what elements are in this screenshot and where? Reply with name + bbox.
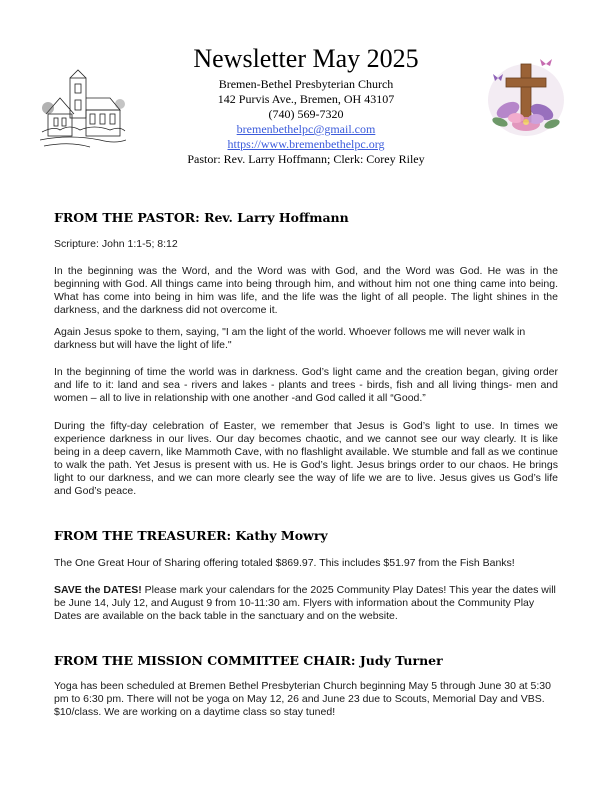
mission-paragraph-1: Yoga has been scheduled at Bremen Bethel Presbyterian Church beginning May 5 through June 30 at 5:30 pm to 6:30 pm. There will not be yoga on May 12, 26 and June 23 due to Scouts, Memorial Day and VBS. $10/class. We are working on a daytime class so stay tuned! [54, 680, 551, 718]
pastor-paragraph-4: During the fifty-day celebration of Easter, we remember that Jesus is God’s light to use. In times we experience darkness in our lives. Our day becomes chaotic, and we cannot see our way clearly. It is like being in a deep cavern, like Mammoth Cave, with no flashlight available. We stumble and fall as we continue to walk the path. Yet Jesus is present with us. He is God’s light. Jesus brings order to our chaos. He brings light to our darkness, and we can more clearly see the way of life we are to live. Jesus gives us God’s life and God’s peace. [54, 420, 558, 497]
church-email-link[interactable]: bremenbethelpc@gmail.com [236, 122, 376, 136]
save-the-dates-label: SAVE the DATES! [54, 584, 142, 596]
mission-heading: FROM THE MISSION COMMITTEE CHAIR: Judy Turner [54, 653, 443, 668]
treasurer-heading: FROM THE TREASURER: Kathy Mowry [54, 528, 328, 543]
pastor-paragraph-1: In the beginning was the Word, and the Word was with God, and the Word was God. He was in the beginning with God. All things came into being through him, and without him not one thing came into being. What has come into being in him was life, and the life was the light of all people. The light shines in the darkness, and the darkness did not overcome it. [54, 265, 558, 316]
church-leaders: Pastor: Rev. Larry Hoffmann; Clerk: Corey Riley [187, 152, 425, 166]
save-the-dates-text: Please mark your calendars for the 2025 Community Play Dates! This year the dates will be June 14, July 12, and August 9 from 10-11:30 am. Flyers with information about the Community Play Dates are available on the back table in the sanctuary and on the website. [54, 584, 556, 622]
pastor-heading: FROM THE PASTOR: Rev. Larry Hoffmann [54, 210, 349, 225]
newsletter-title: Newsletter May 2025 [193, 44, 419, 73]
church-name: Bremen-Bethel Presbyterian Church [218, 77, 394, 91]
church-phone: (740) 569-7320 [268, 107, 344, 121]
treasurer-paragraph-2 [54, 584, 558, 623]
floral-cross-image [486, 56, 566, 142]
pastor-paragraph-2: Again Jesus spoke to them, saying, "I am the light of the world. Whoever follows me will never walk in darkness but will have the light of life." [54, 326, 526, 351]
church-address: 142 Purvis Ave., Bremen, OH 43107 [217, 92, 395, 106]
pastor-paragraph-3: In the beginning of time the world was in darkness. God’s light came and the creation began, giving order and life to it: land and sea - rivers and lakes - plants and trees - birds, fish and all living things- men and women – all to live in relationship with one another -and God called it all “Good.” [54, 366, 558, 404]
pastor-scripture: Scripture: John 1:1-5; 8:12 [54, 238, 178, 250]
church-website-link[interactable]: https://www.bremenbethelpc.org [227, 137, 385, 151]
treasurer-paragraph-1: The One Great Hour of Sharing offering totaled $869.97. This includes $51.97 from the Fish Banks! [54, 557, 515, 569]
church-sketch-image [40, 68, 126, 152]
